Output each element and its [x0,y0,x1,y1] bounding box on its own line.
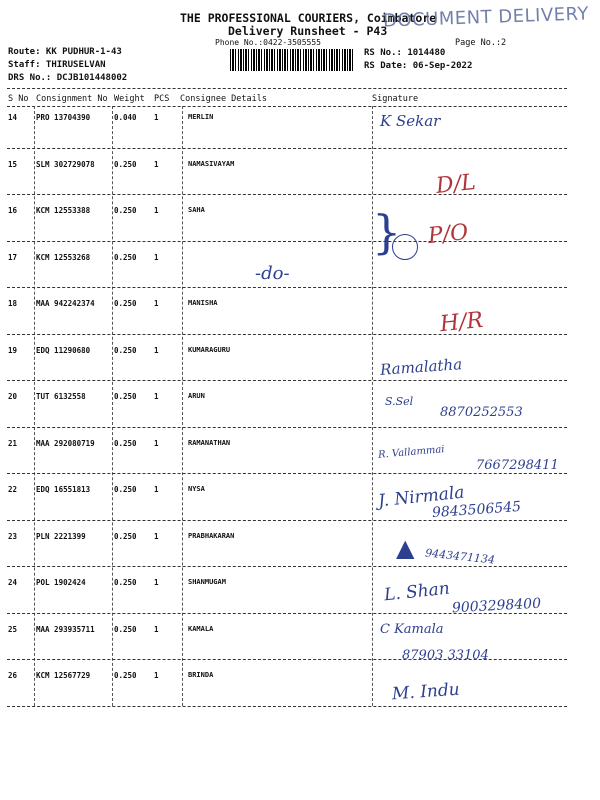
header-top-rule [7,88,567,89]
rs-date: RS Date: 06-Sep-2022 [364,61,473,71]
row-sno: 22 [8,485,18,494]
row-separator [7,706,567,707]
row-consignment-no: PRO 13704390 [36,113,91,122]
row-sno: 20 [8,392,18,401]
barcode [230,49,354,71]
handwritten-signature: R. Vallammai [377,444,445,461]
row-weight: 0.250 [114,345,137,355]
rs-number: RS No.: 1014480 [364,48,446,58]
handwritten-remark: P/O [426,219,470,250]
row-consignment-no: TUT 6132558 [36,392,86,401]
row-weight: 0.250 [114,206,137,215]
row-consignment-no: KCM 12567729 [36,671,91,680]
row-pcs: 1 [154,252,159,262]
col-header-consignment: Consignment No [36,94,108,104]
row-sno: 25 [8,624,18,634]
row-pcs: 1 [154,392,159,401]
row-pcs: 1 [154,159,159,169]
row-pcs: 1 [154,113,159,122]
row-consignee: KUMARAGURU [188,345,231,354]
col-header-consignee: Consignee Details [180,94,267,104]
row-consignee: SHANMUGAM [188,578,226,586]
page-number: Page No.:2 [455,38,507,48]
row-pcs: 1 [154,671,159,680]
col-header-signature: Signature [372,94,419,104]
row-weight: 0.250 [114,252,137,262]
row-consignee: KAMALA [188,624,214,633]
handwritten-signature: J. Nirmala [377,482,466,512]
handwritten-phone: 9843506545 [431,498,522,522]
document-delivery-stamp: DOCUMENT DELIVERY [382,3,590,32]
row-weight: 0.250 [114,485,137,494]
row-consignee: BRINDA [188,671,214,679]
row-consignee: NYSA [188,485,205,493]
col-header-weight: Weight [114,94,145,104]
handwritten-ditto: -do- [255,263,290,284]
row-consignment-no: PLN 2221399 [36,531,86,541]
row-separator [7,194,567,195]
col-header-sno: S No [8,94,29,104]
row-separator [7,241,567,242]
row-consignee: RAMANATHAN [188,438,231,447]
row-weight: 0.040 [114,113,137,122]
row-weight: 0.250 [114,578,137,587]
row-consignment-no: EDQ 11290680 [36,345,91,355]
handwritten-phone: 7667298411 [476,458,559,473]
row-sno: 16 [8,206,18,215]
row-consignment-no: KCM 12553268 [36,252,91,262]
col-divider [372,106,373,706]
row-separator [7,520,567,521]
row-sno: 18 [8,299,18,308]
row-consignee: ARUN [188,392,205,400]
row-pcs: 1 [154,624,159,634]
col-divider [182,106,183,706]
row-weight: 0.250 [114,671,137,680]
handwritten-phone: 9443471134 [424,546,496,567]
route-label: Route: KK PUDHUR-1-43 [8,47,122,57]
row-separator [7,427,567,428]
row-separator [7,566,567,567]
handwritten-brace: } [372,205,402,259]
row-pcs: 1 [154,485,159,494]
row-consignment-no: SLM 302729078 [36,159,95,169]
phone-number: Phone No.:0422-3505555 [215,38,321,47]
row-separator [7,473,567,474]
row-weight: 0.250 [114,159,137,169]
handwritten-signature: K Sekar [380,112,441,130]
row-sno: 17 [8,252,18,262]
handwritten-remark: H/R [438,307,485,338]
handwritten-mark: ▲ [396,534,415,562]
row-pcs: 1 [154,578,159,587]
staff-label: Staff: THIRUSELVAN [8,60,106,70]
runsheet-subtitle: Delivery Runsheet - P43 [228,24,388,38]
handwritten-phone: 8870252553 [440,405,523,420]
handwritten-circle [392,234,418,260]
handwritten-phone: 87903 33104 [402,648,489,663]
row-consignee: MANISHA [188,299,218,307]
row-sno: 15 [8,159,18,169]
row-consignee: PRABHAKARAN [188,531,235,540]
row-pcs: 1 [154,438,159,448]
handwritten-signature: Ramalatha [379,355,463,379]
row-consignment-no: POL 1902424 [36,578,86,587]
row-pcs: 1 [154,345,159,355]
handwritten-signature: S.Sel [385,395,414,408]
row-pcs: 1 [154,531,159,541]
col-header-pcs: PCS [154,94,170,104]
row-consignee: SAHA [188,206,205,214]
handwritten-remark: D/L [434,169,477,200]
row-consignment-no: KCM 12553388 [36,206,91,215]
handwritten-phone: 9003298400 [451,595,542,617]
row-sno: 24 [8,578,18,587]
row-weight: 0.250 [114,624,137,634]
row-weight: 0.250 [114,438,137,448]
row-consignment-no: EDQ 16551813 [36,485,91,494]
row-separator [7,334,567,335]
row-consignee: NAMASIVAYAM [188,159,235,168]
row-weight: 0.250 [114,299,137,308]
row-sno: 19 [8,345,18,355]
row-weight: 0.250 [114,531,137,541]
row-consignment-no: MAA 942242374 [36,299,95,308]
handwritten-signature: M. Indu [391,679,461,705]
row-separator [7,287,567,288]
row-sno: 23 [8,531,18,541]
row-pcs: 1 [154,299,159,308]
handwritten-signature: C Kamala [380,622,444,637]
row-consignment-no: MAA 292080719 [36,438,95,448]
row-weight: 0.250 [114,392,137,401]
handwritten-signature: L. Shan [383,578,451,606]
row-sno: 21 [8,438,18,448]
row-separator [7,380,567,381]
row-pcs: 1 [154,206,159,215]
row-sno: 26 [8,671,18,680]
col-divider [112,106,113,706]
drs-number: DRS No.: DCJB101448002 [8,73,128,83]
header-bottom-rule [7,106,567,107]
row-consignee: MERLIN [188,113,214,121]
row-sno: 14 [8,113,18,122]
col-divider [34,106,35,706]
row-separator [7,148,567,149]
row-consignment-no: MAA 293935711 [36,624,95,634]
company-title: THE PROFESSIONAL COURIERS, Coimbatore [180,11,437,25]
